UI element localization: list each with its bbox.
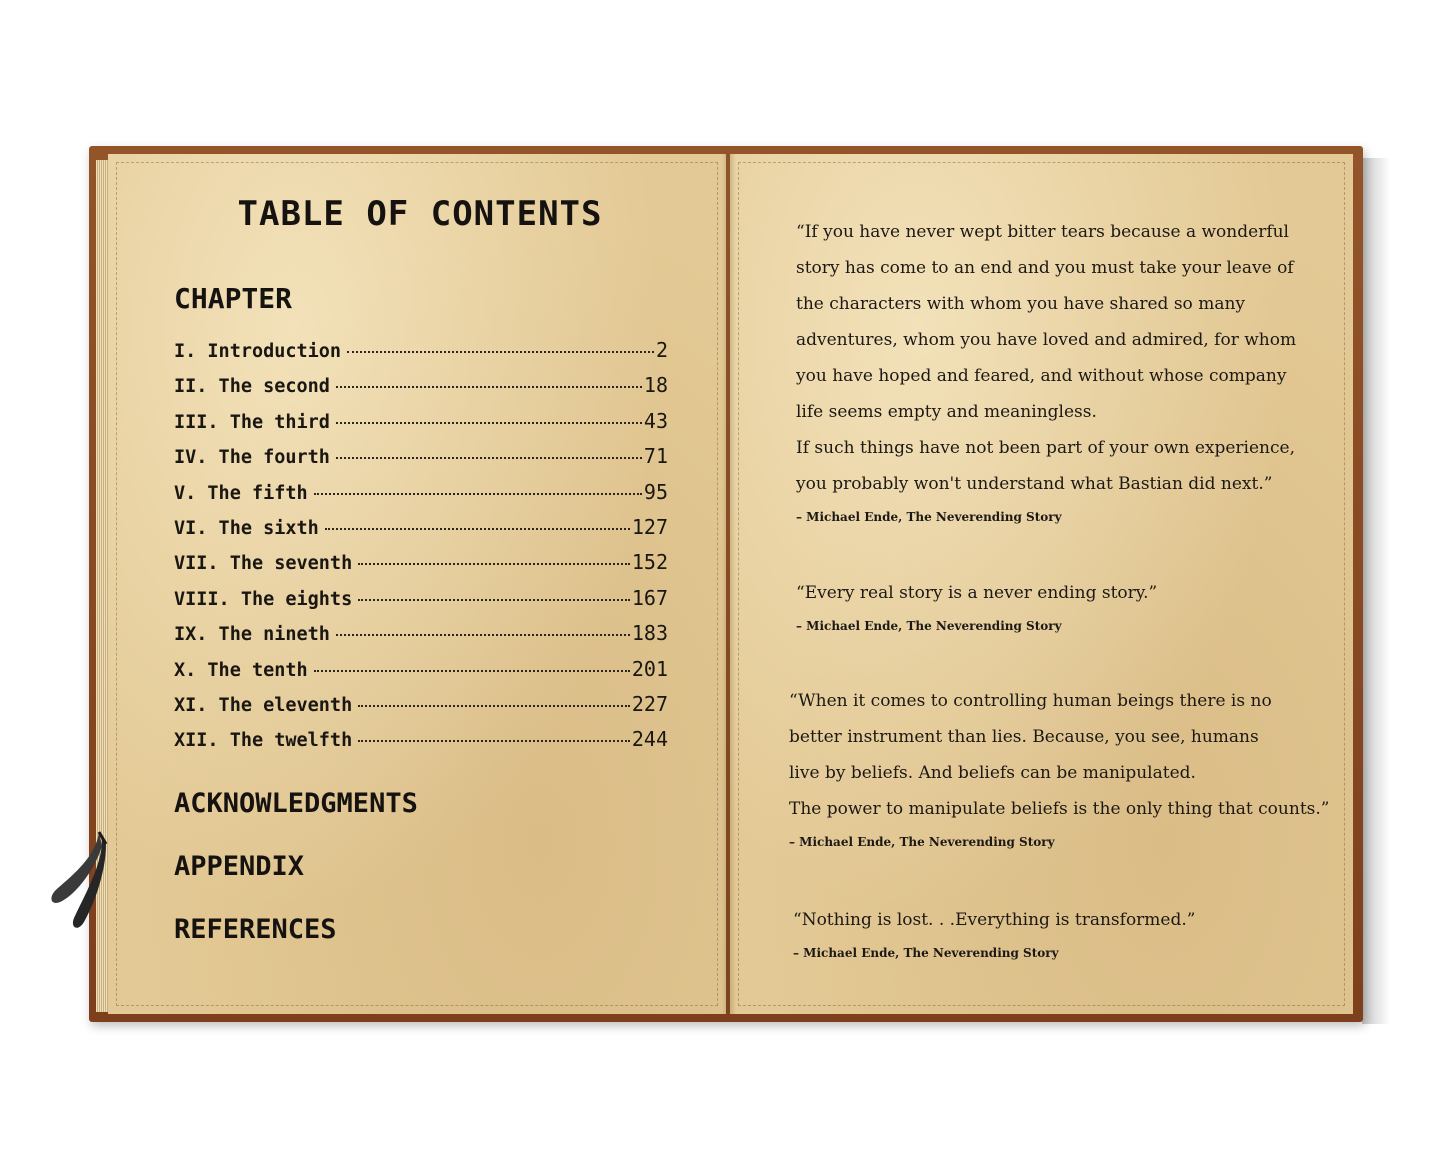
section-acknowledgments[interactable]: ACKNOWLEDGMENTS (174, 788, 418, 819)
quote-line: better instrument than lies. Because, you see, humans (789, 727, 1259, 747)
toc-entry-2[interactable] (174, 373, 668, 408)
toc-entry-label: VIII. The eights (174, 588, 353, 610)
toc-entry-page: 201 (631, 656, 668, 681)
dot-leader (358, 740, 630, 742)
toc-entry-label: VI. The sixth (174, 517, 319, 539)
toc-entry-label: IX. The nineth (174, 624, 330, 646)
toc-entry-9[interactable] (174, 621, 668, 656)
dot-leader (336, 386, 642, 388)
dot-leader (358, 599, 630, 601)
toc-entry-page: 71 (643, 444, 668, 469)
quote-line: “When it comes to controlling human beings there is no (789, 691, 1272, 711)
toc-entry-10[interactable] (174, 657, 668, 692)
quote-attribution: – Michael Ende, The Neverending Story (796, 619, 1062, 633)
toc-entry-label: IV. The fourth (174, 447, 330, 469)
toc-entry-page: 127 (631, 514, 668, 539)
toc-entry-page: 18 (643, 373, 668, 398)
toc-entry-label: X. The tenth (174, 659, 308, 681)
toc-title: TABLE OF CONTENTS (237, 194, 603, 234)
quote-line: story has come to an end and you must take your leave of (796, 258, 1294, 278)
quote-attribution: – Michael Ende, The Neverending Story (793, 946, 1059, 960)
dot-leader (358, 705, 630, 707)
toc-entry-page: 43 (643, 408, 668, 433)
quote-line: If such things have not been part of your own experience, (796, 438, 1295, 458)
quote-block-2 (796, 575, 1157, 633)
quote-line: The power to manipulate beliefs is the only thing that counts.” (789, 799, 1330, 819)
toc-entry-12[interactable] (174, 727, 668, 762)
toc-entry-6[interactable] (174, 515, 668, 550)
dot-leader (314, 493, 642, 495)
toc-entry-page: 95 (643, 479, 668, 504)
book-shadow (1362, 158, 1390, 1024)
toc-entry-label: II. The second (174, 376, 330, 398)
toc-entry-3[interactable] (174, 409, 668, 444)
quote-line: adventures, whom you have loved and admired, for whom (796, 330, 1297, 350)
toc-entry-1[interactable] (174, 338, 668, 373)
dot-leader (347, 351, 654, 353)
toc-entry-label: III. The third (174, 411, 330, 433)
toc-entry-label: I. Introduction (174, 341, 342, 362)
dot-leader (325, 528, 630, 530)
quote-line: “If you have never wept bitter tears because a wonderful (796, 222, 1289, 242)
toc-entry-page: 244 (631, 727, 668, 752)
book-gutter (722, 154, 736, 1014)
dot-leader (336, 457, 642, 459)
toc-entry-7[interactable] (174, 550, 668, 585)
toc-entry-5[interactable] (174, 480, 668, 515)
quote-line: life seems empty and meaningless. (796, 402, 1097, 422)
toc-entry-page: 227 (631, 691, 668, 716)
toc-entry-label: XII. The twelfth (174, 730, 353, 752)
toc-entry-page: 152 (631, 550, 668, 575)
quote-line: “Nothing is lost. . .Everything is transformed.” (793, 910, 1196, 930)
toc-entry-page: 2 (655, 338, 668, 362)
quote-line: live by beliefs. And beliefs can be manipulated. (789, 763, 1196, 783)
quote-attribution: – Michael Ende, The Neverending Story (796, 510, 1062, 524)
quote-line: the characters with whom you have shared so many (796, 294, 1246, 314)
toc-entry-8[interactable] (174, 586, 668, 621)
toc-entry-11[interactable] (174, 692, 668, 727)
quote-block-4 (793, 902, 1195, 960)
quote-block-3 (789, 683, 1329, 849)
ribbon-bookmark-icon[interactable] (44, 826, 114, 936)
quote-block-1 (796, 214, 1296, 524)
dot-leader (336, 422, 642, 424)
quote-line: you probably won't understand what Bastian did next.” (796, 474, 1273, 494)
toc-entry-label: XI. The eleventh (174, 694, 353, 716)
dot-leader (336, 634, 630, 636)
section-appendix[interactable]: APPENDIX (174, 851, 305, 882)
dot-leader (314, 670, 630, 672)
quote-attribution: – Michael Ende, The Neverending Story (789, 835, 1055, 849)
toc-entry-label: V. The fifth (174, 482, 308, 504)
quote-line: you have hoped and feared, and without whose company (796, 366, 1287, 386)
toc-entry-page: 183 (631, 621, 668, 646)
section-references[interactable]: REFERENCES (174, 914, 337, 945)
dot-leader (358, 563, 630, 565)
toc-entry-label: VII. The seventh (174, 553, 353, 575)
chapter-heading: CHAPTER (174, 282, 293, 315)
toc-entry-page: 167 (631, 585, 668, 610)
toc-list (174, 338, 668, 763)
quote-line: “Every real story is a never ending story.” (796, 583, 1158, 603)
toc-entry-4[interactable] (174, 444, 668, 479)
